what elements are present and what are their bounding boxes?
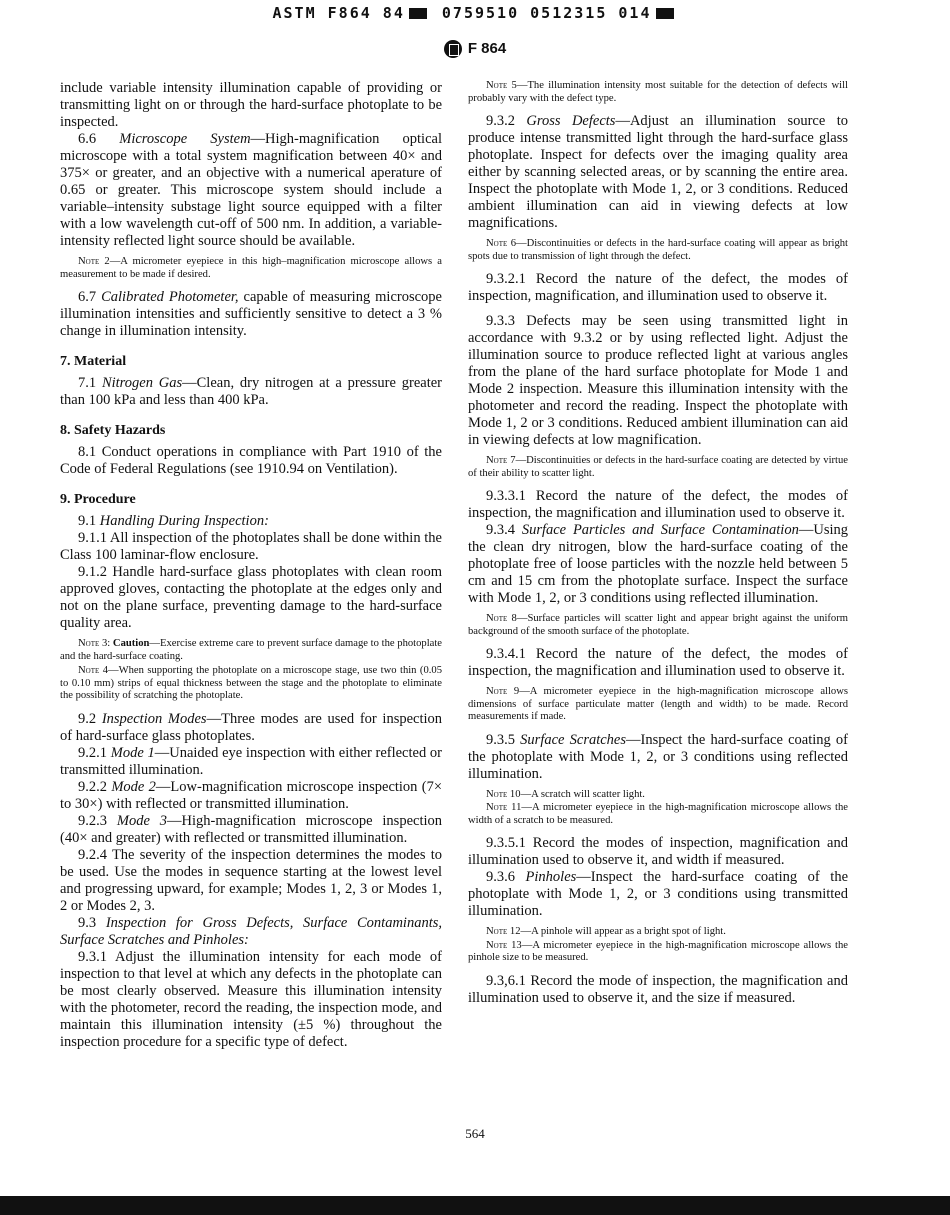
section-9-2-2: 9.2.2 Mode 2—Low-magnification microscope inspection (7× to 30×) with reflected or transmitted illumination. [60,778,443,812]
note-8: Note 8—Surface particles will scatter light and appear bright against the uniform background of the smooth surface of the photoplate. [468,613,848,637]
note-11: Note 11—A micrometer eyepiece in the high-magnification microscope allows the width of a scratch to be measured. [468,802,848,826]
right-column [468,80,848,1007]
note-2: Note 2—A micrometer eyepiece in this high–magnification microscope allows a measurement to be made if desired. [60,256,442,280]
section-9-3: 9.3 Inspection for Gross Defects, Surface Contaminants, Surface Scratches and Pinholes: [60,914,443,948]
section-9-3-6: 9.3.6 Pinholes—Inspect the hard-surface coating of the photoplate with Mode 1, 2, or 3 conditions using transmitted illumination. [468,869,849,919]
note-13: Note 13—A micrometer eyepiece in the high-magnification microscope allows the pinhole size to be measured. [468,939,848,963]
section-6-7: 6.7 Calibrated Photometer, capable of measuring microscope illumination intensities and sufficiently sensitive to detect a 3 % change in illumination intensity. [60,289,442,339]
section-9-3-1: 9.3.1 Adjust the illumination intensity for each mode of inspection to that level at which any defects in the photoplate can be most clearly observed. Measure this illumination intensity with the photometer, record the reading, the inspection mode, and maintain this illumination intensity (±5 %) throughout the inspection procedure for a specific type of defect. [60,948,442,1050]
note-7: Note 7—Discontinuities or defects in the hard-surface coating are detected by virtue of their ability to scatter light. [468,455,848,479]
note-12: Note 12—A pinhole will appear as a bright spot of light. [486,926,726,937]
page-header [0,40,950,58]
black-block-icon [409,8,427,19]
section-9-3-3: 9.3.3 Defects may be seen using transmitted light in accordance with 9.3.2 or by using reflected light. Adjust the illumination source to produce reflected light at various angles from the plane of the hard surface photoplate for Mode 1 and Mode 2 inspection. Measure this illumination intensity with the photometer and record the reading. Inspect the photoplate with Mode 1, 2 or 3 conditions. Reduced ambient illumination can aid in viewing defects at low magnification. [468,313,848,448]
section-9-2-3: 9.2.3 Mode 3—High-magnification microscope inspection (40× and greater) with reflected or transmitted illumination. [60,812,442,846]
left-column [60,80,442,1051]
note-10: Note 10—A scratch will scatter light. [486,788,645,800]
note-5: Note 5—The illumination intensity most suitable for the detection of defects will probably vary with the defect type. [468,80,848,104]
scan-border [0,1196,950,1215]
note-6: Note 6—Discontinuities or defects in the hard-surface coating will appear as bright spots due to transmission of light through the defect. [468,238,848,262]
document-code-line [0,4,950,22]
section-9-3-3-1: 9.3.3.1 Record the nature of the defect, the modes of inspection, the magnification and illumination used to observe it. [468,488,848,521]
section-9-3-5-1: 9.3.5.1 Record the modes of inspection, magnification and illumination used to observe it, and width if measured. [468,835,848,868]
paragraph: include variable intensity illumination capable of providing or transmitting light on or through the hard-surface photoplate to be inspected. [60,80,442,130]
standard-number: F 864 [467,40,507,57]
note-4: Note 4—When supporting the photoplate on a microscope stage, use two thin (0.05 to 0.10 mm) strips of equal thickness between the stage and the photoplate to eliminate the possibility of scratching the photoplate. [60,665,442,701]
section-9-1: 9.1 Handling During Inspection: [78,513,269,529]
section-9-1-1: 9.1.1 All inspection of the photoplates shall be done within the Class 100 laminar-flow enclosure. [60,530,442,563]
astm-code: ASTM F864 84 [272,4,405,22]
heading-material: 7. Material [60,354,127,369]
section-9-2: 9.2 Inspection Modes—Three modes are used for inspection of hard-surface glass photoplates. [60,710,443,744]
note-9: Note 9—A micrometer eyepiece in the high-magnification microscope allows dimensions of surface particulate matter (length and width) to be made. Record measurements if made. [468,686,848,722]
heading-procedure: 9. Procedure [60,492,136,507]
section-9-2-4: 9.2.4 The severity of the inspection determines the modes to be used. Use the modes in sequence starting at the lowest level and progressing upward, for example; Modes 1, 2, 3 or Modes 1, 2 or Modes 2, 3. [60,846,442,914]
heading-safety: 8. Safety Hazards [60,423,166,438]
section-9-2-1: 9.2.1 Mode 1—Unaided eye inspection with either reflected or transmitted illumination. [60,744,443,778]
note-3: Note 3: Caution—Exercise extreme care to prevent surface damage to the photoplate and the hard-surface coating. [60,638,442,662]
section-8-1: 8.1 Conduct operations in compliance with Part 1910 of the Code of Federal Regulations (see 1910.94 on Ventilation). [60,444,442,477]
page-number: 564 [465,1126,485,1141]
astm-logo-icon [444,40,462,58]
section-9-1-2: 9.1.2 Handle hard-surface glass photoplates with clean room approved gloves, contacting the photoplate at the edges only and not on the plane surface, preventing damage to the hard-surface quality area. [60,564,442,631]
section-9-3-5: 9.3.5 Surface Scratches—Inspect the hard-surface coating of the photoplate with Mode 1, 2, or 3 conditions using reflected illumination. [468,731,848,782]
section-6-6: 6.6 Microscope System—High-magnification optical microscope with a total system magnification between 40× and 375× or greater, and an objective with a numerical aperature of 0.65 or greater. This microscope system should include a variable–intensity substage light source equipped with a filter with a low wavelength cut-off of 500 nm. In addition, a variable-intensity reflected light source should be available. [60,131,442,249]
section-7-1: 7.1 Nitrogen Gas—Clean, dry nitrogen at a pressure greater than 100 kPa and less than 400 kPa. [60,375,442,408]
section-9-3-6-1: 9.3,6.1 Record the mode of inspection, the magnification and illumination used to observe it, and the size if measured. [468,972,848,1006]
catalog-code: 0759510 0512315 014 [441,4,652,22]
section-9-3-4: 9.3.4 Surface Particles and Surface Contamination—Using the clean dry nitrogen, blow the hard-surface coating of the photoplate free of loose particles with the nozzle held between 5 cm and 15 cm from the photoplate surface. Inspect the surface with Mode 1, 2, or 3 conditions using reflected illumination. [468,522,848,606]
section-9-3-4-1: 9.3.4.1 Record the nature of the defect, the modes of inspection, the magnification and illumination used to observe it. [468,646,848,679]
black-block-icon [656,8,674,19]
section-9-3-2-1: 9.3.2.1 Record the nature of the defect, the modes of inspection, magnification, and illumination used to observe it. [468,271,848,304]
section-9-3-2: 9.3.2 Gross Defects—Adjust an illumination source to produce intense transmitted light through the hard-surface glass photoplate. Inspect for defects over the imaging quality area either by scanning selected areas, or by scanning the entire area. Inspect the photoplate with Mode 1, 2, or 3 conditions. Reduced ambient illumination can aid in viewing defects at low magnifications. [468,113,848,231]
